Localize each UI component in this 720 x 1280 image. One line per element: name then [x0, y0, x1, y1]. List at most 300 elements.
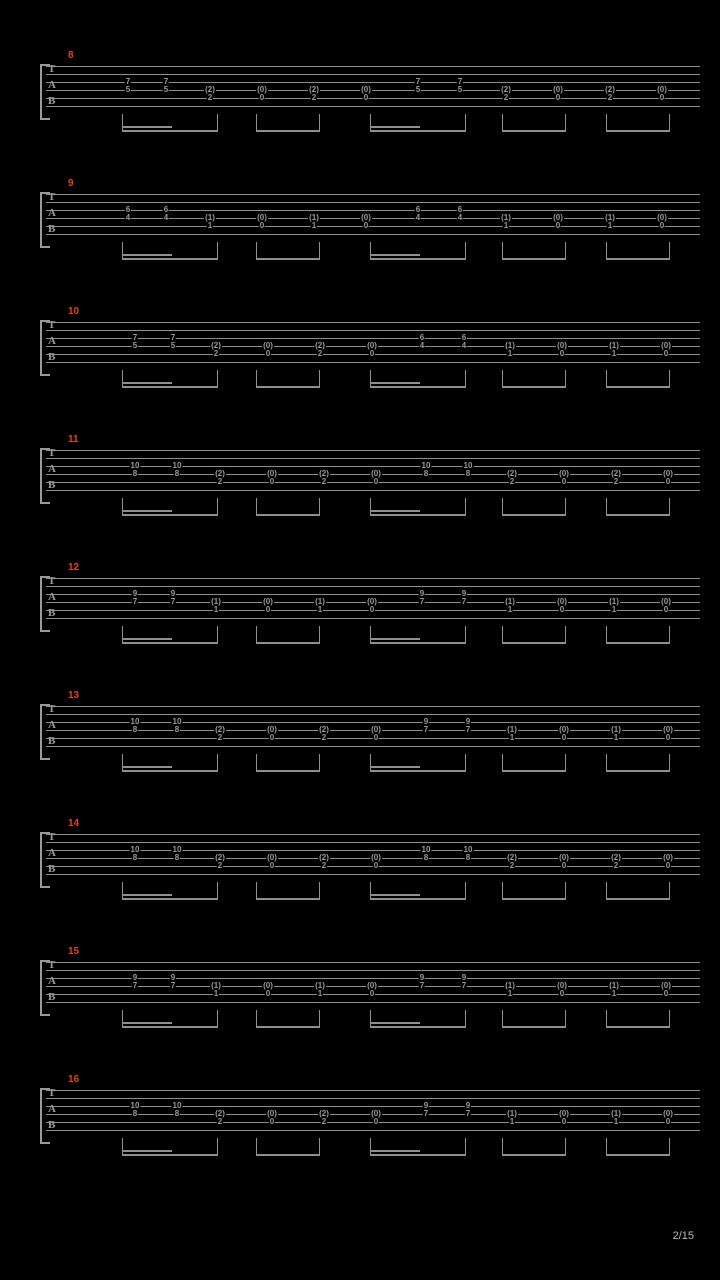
tab-note: 1: [213, 605, 219, 614]
beam-group: [256, 626, 320, 644]
tab-note: 0: [265, 349, 271, 358]
tab-note: (1): [605, 213, 615, 222]
staff-line: [46, 450, 700, 451]
beam-secondary: [122, 254, 172, 256]
tab-note: 2: [217, 1117, 223, 1126]
music-system: [40, 434, 700, 534]
tab-note: 9: [170, 589, 176, 598]
tab-note: 7: [163, 77, 169, 86]
tab-note: 8: [465, 853, 471, 862]
tab-note: (1): [505, 341, 515, 350]
tab-clef: [48, 704, 62, 752]
tab-note: (0): [557, 597, 567, 606]
tab-note: 2: [311, 93, 317, 102]
tab-note: 0: [663, 605, 669, 614]
beam-secondary: [122, 510, 172, 512]
tab-note: 0: [665, 733, 671, 742]
staff-line: [46, 578, 700, 579]
tab-note: 5: [163, 85, 169, 94]
tab-note: 0: [259, 93, 265, 102]
measure-number: 8: [68, 50, 74, 61]
beam-group: [256, 1010, 320, 1028]
beam-group: [256, 242, 320, 260]
tab-note: 8: [465, 469, 471, 478]
tab-note: (0): [553, 85, 563, 94]
beam-group: [370, 1138, 466, 1156]
tab-staff: [46, 63, 700, 114]
tab-note: 7: [132, 333, 138, 342]
staff-line: [46, 194, 700, 195]
tab-note: 7: [423, 725, 429, 734]
tab-clef-letter: B: [48, 351, 55, 363]
tab-note: (0): [557, 341, 567, 350]
tab-note: (2): [507, 469, 517, 478]
beam-group: [502, 242, 566, 260]
tab-note: 8: [132, 1109, 138, 1118]
tab-note: 2: [607, 93, 613, 102]
tab-note: (0): [371, 725, 381, 734]
tab-note: 7: [419, 981, 425, 990]
tab-note: 1: [213, 989, 219, 998]
tab-note: 4: [125, 213, 131, 222]
tab-note: 10: [172, 1101, 182, 1110]
staff-line: [46, 970, 700, 971]
tab-note: 2: [321, 861, 327, 870]
tab-clef: [48, 832, 62, 880]
tab-note: (2): [211, 341, 221, 350]
page-number: 2/15: [672, 1230, 694, 1242]
tab-clef-letter: T: [48, 319, 55, 331]
tab-clef: [48, 448, 62, 496]
measure-number: 14: [68, 818, 80, 829]
measure-number: 16: [68, 1074, 80, 1085]
tab-clef-letter: B: [48, 1119, 55, 1131]
tab-note: (2): [205, 85, 215, 94]
staff-line: [46, 586, 700, 587]
staff-line: [46, 1106, 700, 1107]
tab-note: 8: [132, 853, 138, 862]
tab-clef: [48, 1088, 62, 1136]
staff-line: [46, 618, 700, 619]
measure-number: 12: [68, 562, 80, 573]
beam-group: [502, 370, 566, 388]
tab-note: 9: [423, 717, 429, 726]
tab-note: (1): [315, 597, 325, 606]
beam-group: [256, 882, 320, 900]
beam-secondary: [122, 638, 172, 640]
tab-note: 9: [465, 1101, 471, 1110]
beam-group: [122, 498, 218, 516]
tab-note: 1: [611, 989, 617, 998]
tab-note: (0): [267, 853, 277, 862]
tab-note: (2): [507, 853, 517, 862]
beam-group: [370, 754, 466, 772]
beam-group: [502, 626, 566, 644]
tab-note: 1: [311, 221, 317, 230]
tab-note: (0): [257, 85, 267, 94]
staff-line: [46, 1130, 700, 1131]
tab-note: (1): [507, 1109, 517, 1118]
tab-note: 10: [172, 461, 182, 470]
tab-note: 0: [561, 1117, 567, 1126]
tab-note: (0): [263, 981, 273, 990]
tab-clef-letter: T: [48, 959, 55, 971]
tab-note: 1: [507, 349, 513, 358]
tab-clef: [48, 64, 62, 112]
beam-group: [122, 882, 218, 900]
tab-note: 1: [507, 605, 513, 614]
tab-note: (0): [257, 213, 267, 222]
tab-note: 7: [457, 77, 463, 86]
tab-note: (1): [315, 981, 325, 990]
staff-line: [46, 490, 700, 491]
beam-group: [256, 114, 320, 132]
tab-note: 10: [172, 717, 182, 726]
tab-note: 0: [265, 605, 271, 614]
tab-note: (1): [609, 597, 619, 606]
staff-line: [46, 722, 700, 723]
tab-note: 8: [423, 853, 429, 862]
tab-note: 2: [613, 861, 619, 870]
tab-clef: [48, 960, 62, 1008]
tab-note: (0): [361, 213, 371, 222]
music-system: [40, 818, 700, 918]
beam-secondary: [122, 894, 172, 896]
tab-note: 0: [659, 93, 665, 102]
beam-group: [606, 1138, 670, 1156]
tab-clef-letter: A: [48, 79, 55, 91]
tab-clef: [48, 192, 62, 240]
tab-clef-letter: A: [48, 207, 55, 219]
tab-note: 2: [503, 93, 509, 102]
measure-number: 9: [68, 178, 74, 189]
beam-group: [606, 242, 670, 260]
beam-group: [370, 626, 466, 644]
tab-note: 8: [132, 469, 138, 478]
measure-number: 10: [68, 306, 80, 317]
tab-clef-letter: B: [48, 607, 55, 619]
tab-note: 8: [174, 469, 180, 478]
tab-clef-letter: T: [48, 191, 55, 203]
staff-line: [46, 362, 700, 363]
tab-clef-letter: B: [48, 479, 55, 491]
tab-note: 6: [457, 205, 463, 214]
tab-note: 4: [419, 341, 425, 350]
beam-group: [370, 114, 466, 132]
staff-line: [46, 842, 700, 843]
tab-note: 0: [373, 1117, 379, 1126]
measure-number: 15: [68, 946, 80, 957]
tab-note: 8: [174, 853, 180, 862]
tab-note: 4: [457, 213, 463, 222]
tab-clef: [48, 576, 62, 624]
tab-note: 0: [663, 989, 669, 998]
tab-note: 9: [419, 973, 425, 982]
tab-clef-letter: A: [48, 975, 55, 987]
staff-line: [46, 594, 700, 595]
tab-note: 4: [163, 213, 169, 222]
tab-note: 9: [423, 1101, 429, 1110]
beam-group: [122, 242, 218, 260]
beam-group: [122, 1138, 218, 1156]
staff-line: [46, 834, 700, 835]
beam-group: [256, 754, 320, 772]
beam-group: [256, 370, 320, 388]
tab-note: 2: [509, 861, 515, 870]
tab-note: 5: [132, 341, 138, 350]
beam-secondary: [370, 510, 420, 512]
tab-clef-letter: T: [48, 63, 55, 75]
tab-note: 2: [321, 1117, 327, 1126]
tab-note: (0): [661, 341, 671, 350]
tab-note: 7: [461, 597, 467, 606]
beam-group: [606, 1010, 670, 1028]
tab-note: (2): [605, 85, 615, 94]
tab-note: 10: [463, 845, 473, 854]
tab-note: (1): [505, 597, 515, 606]
tab-note: 7: [170, 981, 176, 990]
tab-note: (1): [205, 213, 215, 222]
tab-note: (2): [215, 853, 225, 862]
beam-group: [370, 882, 466, 900]
tab-note: 8: [174, 725, 180, 734]
tab-note: (0): [267, 1109, 277, 1118]
beam-group: [606, 754, 670, 772]
tab-note: 0: [559, 989, 565, 998]
tab-note: (0): [367, 981, 377, 990]
tab-note: 0: [269, 477, 275, 486]
tab-staff: [46, 191, 700, 242]
tab-note: 7: [465, 1109, 471, 1118]
tab-note: (1): [609, 981, 619, 990]
tab-note: 4: [415, 213, 421, 222]
tab-note: 5: [125, 85, 131, 94]
beam-group: [502, 754, 566, 772]
tab-note: 0: [373, 733, 379, 742]
tab-note: (2): [315, 341, 325, 350]
beam-group: [606, 882, 670, 900]
tab-note: (2): [611, 853, 621, 862]
tab-note: (1): [609, 341, 619, 350]
tab-note: 2: [217, 477, 223, 486]
tab-note: (1): [211, 981, 221, 990]
tab-note: 7: [415, 77, 421, 86]
tab-note: 7: [170, 597, 176, 606]
beam-group: [606, 626, 670, 644]
tab-note: 1: [503, 221, 509, 230]
tab-clef-letter: B: [48, 991, 55, 1003]
staff-line: [46, 66, 700, 67]
tab-note: 1: [607, 221, 613, 230]
tab-note: (0): [663, 1109, 673, 1118]
tab-note: (0): [559, 1109, 569, 1118]
tab-note: 5: [415, 85, 421, 94]
tab-note: (0): [559, 469, 569, 478]
tab-note: 2: [217, 733, 223, 742]
tab-clef-letter: B: [48, 95, 55, 107]
tab-note: 2: [321, 733, 327, 742]
tab-note: (2): [319, 725, 329, 734]
tab-note: 0: [363, 93, 369, 102]
tab-note: 0: [369, 605, 375, 614]
tab-note: 2: [317, 349, 323, 358]
staff-line: [46, 210, 700, 211]
tab-note: 6: [419, 333, 425, 342]
beam-secondary: [122, 1150, 172, 1152]
tab-note: 6: [461, 333, 467, 342]
tab-note: (0): [657, 213, 667, 222]
tab-note: (0): [263, 597, 273, 606]
tab-note: 10: [130, 845, 140, 854]
staff-line: [46, 218, 700, 219]
staff-line: [46, 338, 700, 339]
tab-note: (2): [215, 1109, 225, 1118]
tab-note: (1): [309, 213, 319, 222]
tab-note: 10: [130, 717, 140, 726]
tab-note: 10: [463, 461, 473, 470]
staff-line: [46, 98, 700, 99]
tab-note: 1: [613, 1117, 619, 1126]
staff-line: [46, 90, 700, 91]
tab-note: (2): [215, 725, 225, 734]
tab-note: 0: [665, 861, 671, 870]
beam-secondary: [370, 1150, 420, 1152]
beam-group: [502, 1010, 566, 1028]
beam-group: [256, 498, 320, 516]
music-system: [40, 306, 700, 406]
staff-line: [46, 74, 700, 75]
tab-note: 10: [421, 461, 431, 470]
tab-note: 10: [130, 1101, 140, 1110]
tab-note: 9: [465, 717, 471, 726]
beam-group: [122, 754, 218, 772]
staff-line: [46, 874, 700, 875]
music-system: [40, 50, 700, 150]
tab-note: 0: [665, 477, 671, 486]
tab-note: 0: [561, 477, 567, 486]
staff-line: [46, 106, 700, 107]
beam-secondary: [370, 1022, 420, 1024]
tab-note: 0: [269, 733, 275, 742]
tab-note: 8: [174, 1109, 180, 1118]
tab-note: 1: [207, 221, 213, 230]
tab-note: 7: [419, 597, 425, 606]
tab-note: 0: [373, 477, 379, 486]
beam-group: [122, 370, 218, 388]
staff-line: [46, 706, 700, 707]
tab-note: 0: [265, 989, 271, 998]
tab-note: (2): [611, 469, 621, 478]
beam-secondary: [122, 126, 172, 128]
music-system: [40, 562, 700, 662]
tab-clef-letter: T: [48, 447, 55, 459]
tab-note: 7: [465, 725, 471, 734]
tab-note: 2: [207, 93, 213, 102]
tab-note: (2): [215, 469, 225, 478]
tab-note: 1: [507, 989, 513, 998]
staff-line: [46, 978, 700, 979]
staff-line: [46, 962, 700, 963]
tab-note: 9: [170, 973, 176, 982]
tab-note: (0): [367, 341, 377, 350]
tab-note: (0): [267, 725, 277, 734]
tab-note: 2: [321, 477, 327, 486]
tab-note: (0): [361, 85, 371, 94]
tab-note: 0: [363, 221, 369, 230]
tab-clef-letter: T: [48, 703, 55, 715]
tab-note: 2: [213, 349, 219, 358]
tab-note: 0: [555, 93, 561, 102]
music-system: [40, 690, 700, 790]
staff-line: [46, 850, 700, 851]
tab-note: 1: [613, 733, 619, 742]
staff-line: [46, 714, 700, 715]
tab-note: 0: [369, 989, 375, 998]
tab-note: 1: [611, 349, 617, 358]
tab-note: (2): [319, 853, 329, 862]
tab-note: 0: [665, 1117, 671, 1126]
tab-note: 0: [259, 221, 265, 230]
tab-note: (0): [559, 725, 569, 734]
tab-note: 7: [461, 981, 467, 990]
tab-note: (0): [371, 1109, 381, 1118]
tab-note: 0: [373, 861, 379, 870]
beam-group: [502, 114, 566, 132]
tab-note: 2: [509, 477, 515, 486]
tab-note: 9: [132, 589, 138, 598]
tab-note: 6: [415, 205, 421, 214]
tab-note: (0): [661, 597, 671, 606]
music-system: [40, 946, 700, 1046]
measure-number: 11: [68, 434, 79, 445]
tab-note: 1: [509, 1117, 515, 1126]
tab-note: (2): [309, 85, 319, 94]
tab-note: 1: [611, 605, 617, 614]
tab-note: 0: [561, 861, 567, 870]
beam-group: [502, 1138, 566, 1156]
beam-group: [256, 1138, 320, 1156]
beam-secondary: [370, 638, 420, 640]
staff-line: [46, 1002, 700, 1003]
staff-line: [46, 226, 700, 227]
staff-line: [46, 82, 700, 83]
tab-note: 0: [559, 349, 565, 358]
tab-note: (2): [319, 469, 329, 478]
beam-secondary: [122, 1022, 172, 1024]
tab-note: (0): [663, 853, 673, 862]
tab-note: (0): [263, 341, 273, 350]
tab-note: 8: [132, 725, 138, 734]
beam-secondary: [370, 382, 420, 384]
tab-note: 9: [461, 589, 467, 598]
tab-note: (1): [507, 725, 517, 734]
beam-group: [606, 498, 670, 516]
tab-note: (0): [371, 469, 381, 478]
tab-note: (0): [657, 85, 667, 94]
staff-line: [46, 746, 700, 747]
tab-note: 4: [461, 341, 467, 350]
tab-clef-letter: A: [48, 719, 55, 731]
tab-note: 7: [170, 333, 176, 342]
beam-secondary: [122, 766, 172, 768]
tab-note: (0): [553, 213, 563, 222]
tab-clef-letter: T: [48, 1087, 55, 1099]
tab-note: (0): [663, 469, 673, 478]
beam-secondary: [370, 126, 420, 128]
beam-group: [502, 498, 566, 516]
tab-note: 7: [132, 597, 138, 606]
staff-line: [46, 234, 700, 235]
